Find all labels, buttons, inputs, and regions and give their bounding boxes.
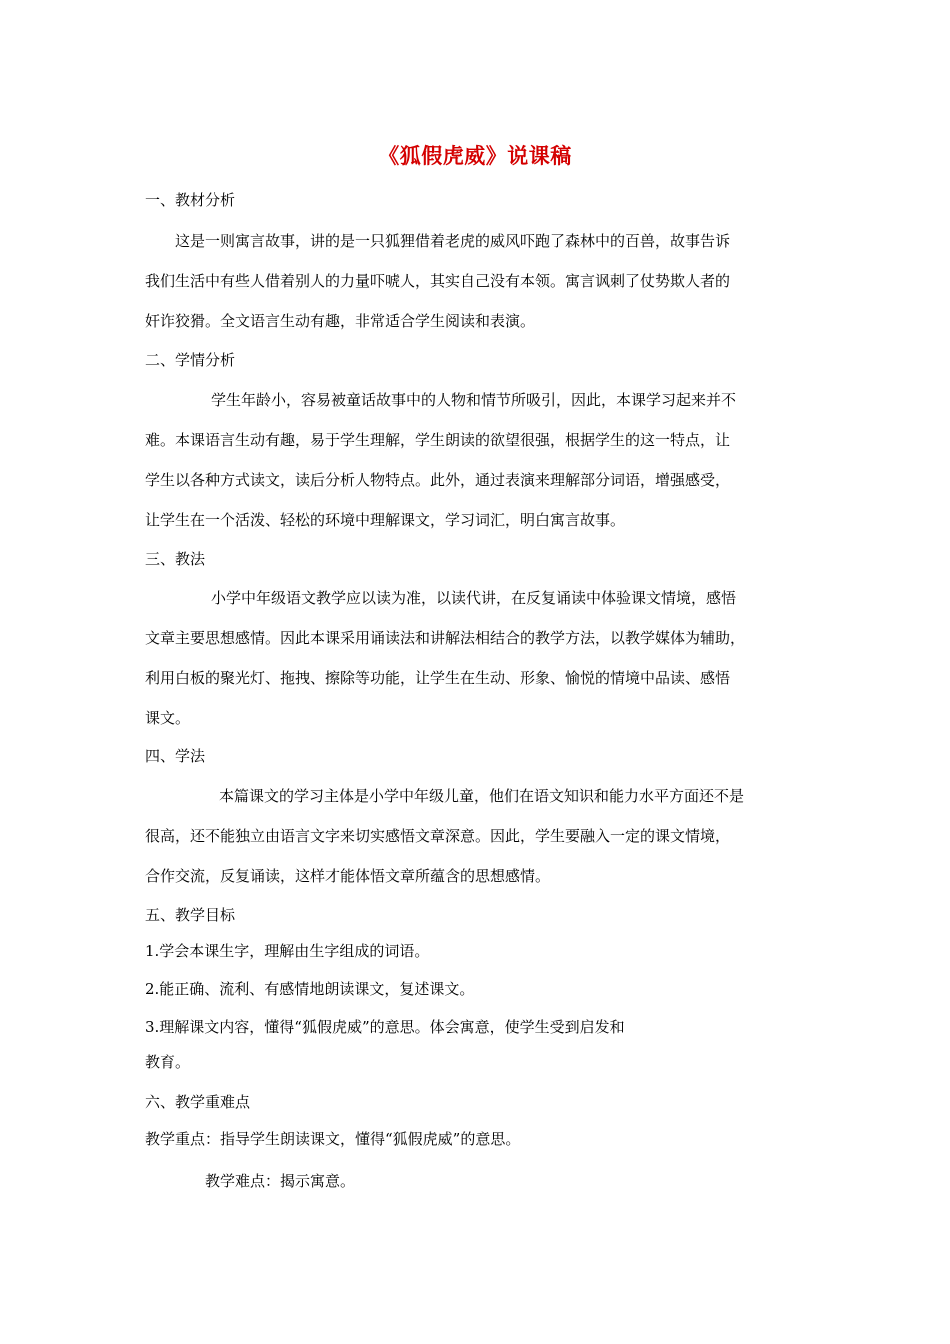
section-body-learning-method: [145, 776, 810, 896]
section-body-teaching-method: [145, 578, 810, 738]
paragraph-line: 本篇课文的学习主体是小学中年级儿童，他们在语文知识和能力水平方面还不是: [219, 787, 745, 805]
difficult-point-text: 教学难点：揭示寓意。: [205, 1172, 356, 1190]
section-heading-learning-method: 四、学法: [145, 747, 206, 765]
objective-item-3-continued: 教育。: [145, 1053, 191, 1071]
paragraph-line: 奸诈狡猾。全文语言生动有趣，非常适合学生阅读和表演。: [145, 312, 536, 330]
paragraph-line: 学生以各种方式读文，读后分析人物特点。此外，通过表演来理解部分词语，增强感受，: [145, 471, 731, 489]
section-body-materials: [145, 221, 810, 341]
paragraph-line: 难。本课语言生动有趣，易于学生理解，学生朗读的欲望很强，根据学生的这一特点，让: [145, 431, 731, 449]
paragraph-line: 文章主要思想感情。因此本课采用诵读法和讲解法相结合的教学方法，以教学媒体为辅助，: [145, 629, 746, 647]
paragraph-line: 学生年龄小，容易被童话故事中的人物和情节所吸引，因此，本课学习起来并不: [211, 391, 737, 409]
section-heading-materials: 一、教材分析: [145, 191, 236, 209]
paragraph-line: 这是一则寓言故事，讲的是一只狐狸借着老虎的威风吓跑了森林中的百兽，故事告诉: [175, 232, 731, 250]
paragraph-line: 让学生在一个活泼、轻松的环境中理解课文，学习词汇，明白寓言故事。: [145, 511, 626, 529]
key-point-text: 教学重点：指导学生朗读课文，懂得“狐假虎威”的意思。: [145, 1130, 521, 1148]
objective-item-1: 1.学会本课生字，理解由生字组成的词语。: [145, 942, 430, 960]
section-heading-key-points: 六、教学重难点: [145, 1093, 251, 1111]
section-heading-teaching-method: 三、教法: [145, 550, 206, 568]
paragraph-line: 合作交流，反复诵读，这样才能体悟文章所蕴含的思想感情。: [145, 867, 551, 885]
paragraph-line: 很高，还不能独立由语言文字来切实感悟文章深意。因此，学生要融入一定的课文情境，: [145, 827, 731, 845]
section-heading-learners: 二、学情分析: [145, 351, 236, 369]
paragraph-line: 利用白板的聚光灯、拖拽、擦除等功能，让学生在生动、形象、愉悦的情境中品读、感悟: [145, 669, 731, 687]
paragraph-line: 小学中年级语文教学应以读为准，以读代讲，在反复诵读中体验课文情境，感悟: [211, 589, 737, 607]
objective-item-3: 3.理解课文内容，懂得“狐假虎威”的意思。体会寓意，使学生受到启发和: [145, 1018, 625, 1036]
objective-item-2: 2.能正确、流利、有感情地朗读课文，复述课文。: [145, 980, 475, 998]
document-title: 《狐假虎威》说课稿: [378, 143, 572, 168]
section-body-learners: [145, 380, 810, 540]
paragraph-line: 课文。: [145, 709, 191, 727]
paragraph-line: 我们生活中有些人借着别人的力量吓唬人，其实自己没有本领。寓言讽刺了仗势欺人者的: [145, 272, 731, 290]
section-heading-objectives: 五、教学目标: [145, 906, 236, 924]
